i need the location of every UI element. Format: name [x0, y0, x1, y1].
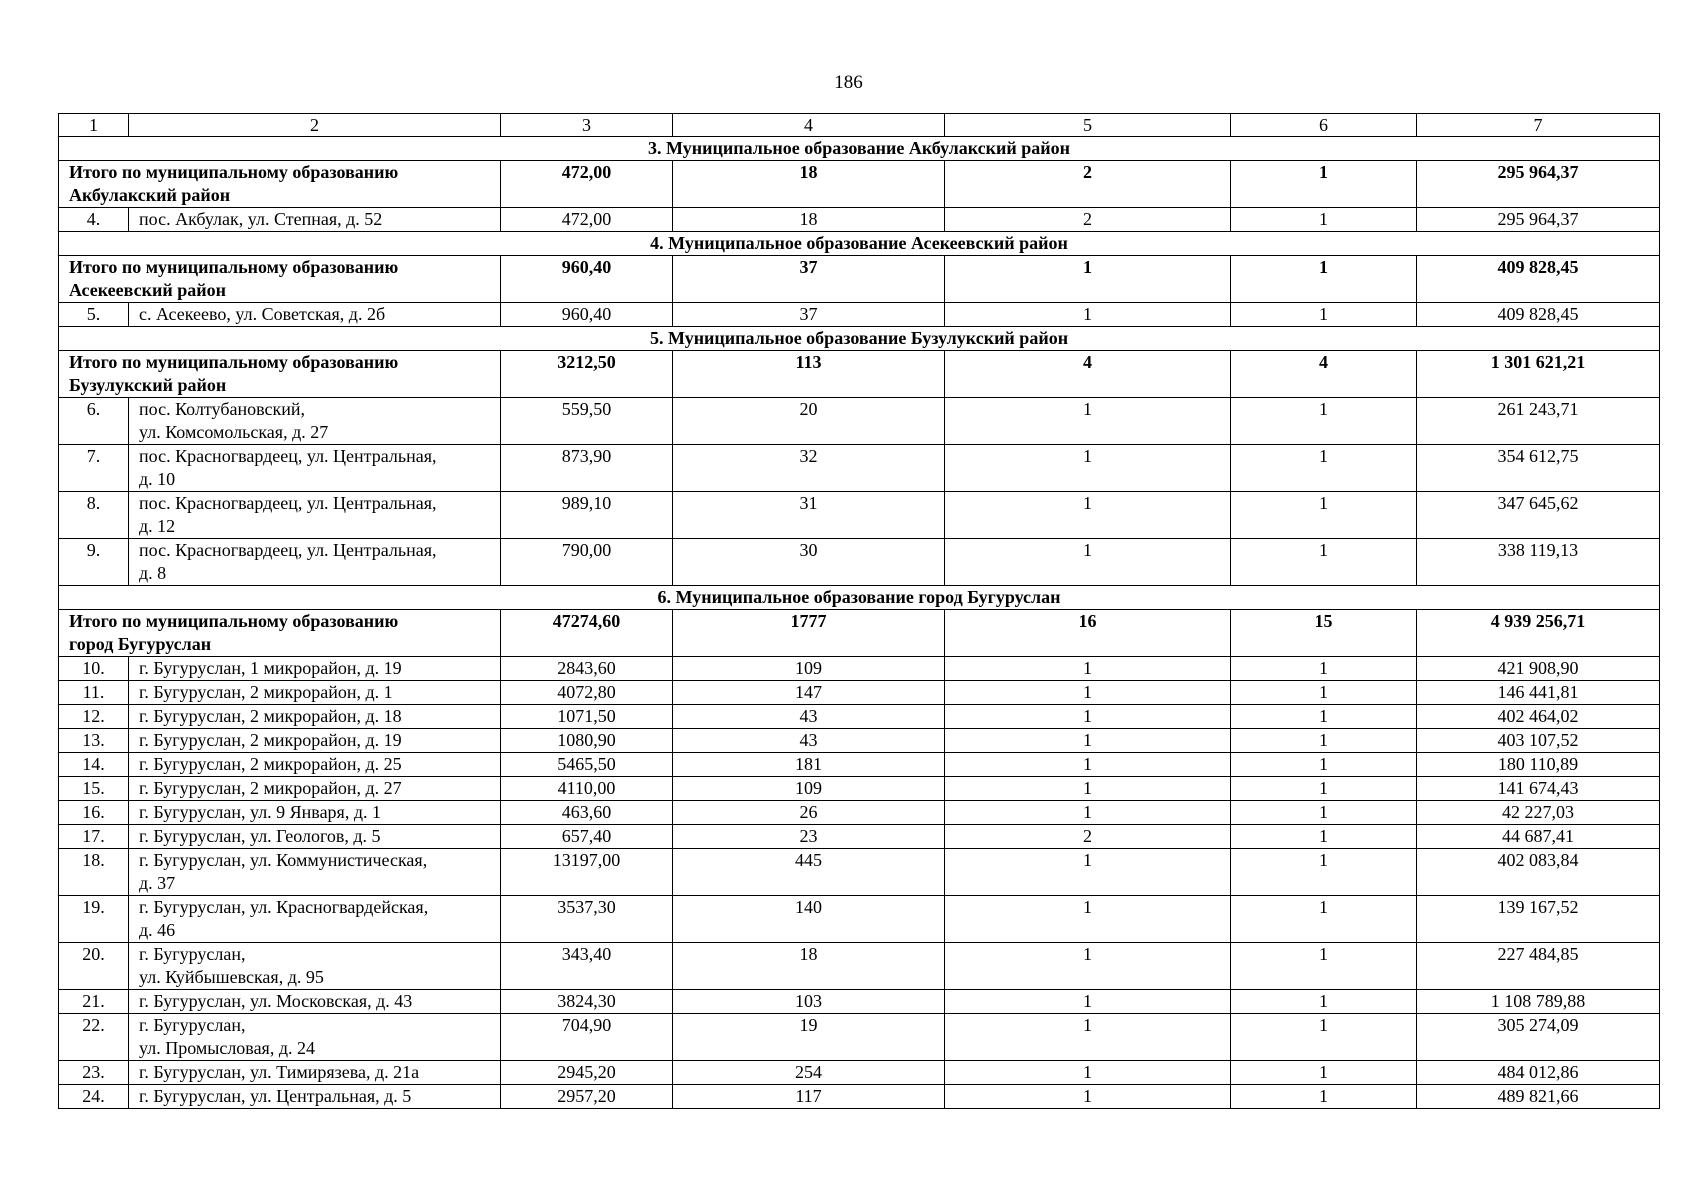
section-header-row — [59, 232, 1660, 256]
address-line: д. 12 — [139, 516, 176, 536]
address-line: д. 46 — [139, 920, 176, 940]
row-number: 24. — [59, 1085, 129, 1109]
row-c3: 559,50 — [501, 398, 673, 445]
row-c3: 13197,00 — [501, 849, 673, 896]
total-c3: 472,00 — [501, 161, 673, 208]
row-c3: 1080,90 — [501, 729, 673, 753]
section-title: 3. Муниципальное образование Акбулакский район — [59, 137, 1660, 161]
section-title: 5. Муниципальное образование Бузулукский район — [59, 327, 1660, 351]
row-c4: 254 — [673, 1061, 945, 1085]
row-number: 6. — [59, 398, 129, 445]
total-label-line: Итого по муниципальному образованию — [69, 611, 399, 631]
total-c6: 1 — [1231, 161, 1417, 208]
address-line: г. Бугуруслан, — [139, 944, 246, 964]
address-line: г. Бугуруслан, ул. 9 Января, д. 1 — [139, 802, 381, 822]
row-address — [129, 681, 501, 705]
row-number: 23. — [59, 1061, 129, 1085]
address-line: г. Бугуруслан, 2 микрорайон, д. 27 — [139, 778, 402, 798]
row-address — [129, 825, 501, 849]
section-header-row — [59, 327, 1660, 351]
row-c5: 1 — [945, 398, 1231, 445]
row-c6: 1 — [1231, 896, 1417, 943]
row-address — [129, 398, 501, 445]
row-c6: 1 — [1231, 657, 1417, 681]
row-c4: 181 — [673, 753, 945, 777]
row-c5: 1 — [945, 1085, 1231, 1109]
row-c3: 4110,00 — [501, 777, 673, 801]
table-row — [59, 896, 1660, 943]
row-number: 22. — [59, 1014, 129, 1061]
address-line: г. Бугуруслан, 2 микрорайон, д. 1 — [139, 682, 393, 702]
row-c5: 1 — [945, 539, 1231, 586]
row-c7: 146 441,81 — [1417, 681, 1660, 705]
total-label-line: Асекеевский район — [69, 280, 226, 300]
row-c4: 103 — [673, 990, 945, 1014]
row-c6: 1 — [1231, 1085, 1417, 1109]
row-c5: 1 — [945, 657, 1231, 681]
section-title: 4. Муниципальное образование Асекеевский район — [59, 232, 1660, 256]
section-total-row — [59, 610, 1660, 657]
housing-register-table — [58, 113, 1660, 1109]
row-c7: 402 083,84 — [1417, 849, 1660, 896]
row-number: 18. — [59, 849, 129, 896]
total-c7: 409 828,45 — [1417, 256, 1660, 303]
row-address — [129, 303, 501, 327]
table-row — [59, 208, 1660, 232]
row-c3: 2945,20 — [501, 1061, 673, 1085]
table-row — [59, 539, 1660, 586]
row-c6: 1 — [1231, 445, 1417, 492]
row-c6: 1 — [1231, 1014, 1417, 1061]
address-line: пос. Красногвардеец, ул. Центральная, — [139, 493, 437, 513]
row-c4: 19 — [673, 1014, 945, 1061]
row-c6: 1 — [1231, 729, 1417, 753]
address-line: пос. Красногвардеец, ул. Центральная, — [139, 446, 437, 466]
table-row — [59, 943, 1660, 990]
row-c5: 1 — [945, 1061, 1231, 1085]
section-header-row — [59, 586, 1660, 610]
row-c6: 1 — [1231, 398, 1417, 445]
total-c7: 295 964,37 — [1417, 161, 1660, 208]
address-line: г. Бугуруслан, ул. Московская, д. 43 — [139, 991, 413, 1011]
column-number-row — [59, 114, 1660, 137]
row-c5: 1 — [945, 492, 1231, 539]
table-row — [59, 801, 1660, 825]
row-address — [129, 849, 501, 896]
row-c6: 1 — [1231, 492, 1417, 539]
row-address — [129, 729, 501, 753]
row-c6: 1 — [1231, 943, 1417, 990]
address-line: г. Бугуруслан, ул. Тимирязева, д. 21а — [139, 1062, 420, 1082]
total-label-line: Итого по муниципальному образованию — [69, 257, 399, 277]
row-c5: 1 — [945, 801, 1231, 825]
page-number: 186 — [834, 72, 863, 93]
row-address — [129, 801, 501, 825]
address-line: д. 8 — [139, 563, 167, 583]
row-c6: 1 — [1231, 825, 1417, 849]
row-number: 8. — [59, 492, 129, 539]
table-row — [59, 729, 1660, 753]
row-c3: 2843,60 — [501, 657, 673, 681]
address-line: пос. Красногвардеец, ул. Центральная, — [139, 540, 437, 560]
row-c3: 472,00 — [501, 208, 673, 232]
row-c3: 5465,50 — [501, 753, 673, 777]
table-row — [59, 657, 1660, 681]
row-c6: 1 — [1231, 303, 1417, 327]
row-c3: 704,90 — [501, 1014, 673, 1061]
row-c4: 30 — [673, 539, 945, 586]
row-c3: 343,40 — [501, 943, 673, 990]
row-number: 5. — [59, 303, 129, 327]
address-line: г. Бугуруслан, 2 микрорайон, д. 18 — [139, 706, 402, 726]
row-c7: 42 227,03 — [1417, 801, 1660, 825]
row-c7: 139 167,52 — [1417, 896, 1660, 943]
row-c3: 657,40 — [501, 825, 673, 849]
column-number: 5 — [945, 114, 1231, 137]
row-c5: 1 — [945, 681, 1231, 705]
row-number: 20. — [59, 943, 129, 990]
row-c7: 227 484,85 — [1417, 943, 1660, 990]
row-c7: 409 828,45 — [1417, 303, 1660, 327]
section-total-row — [59, 161, 1660, 208]
row-c6: 1 — [1231, 990, 1417, 1014]
row-c7: 484 012,86 — [1417, 1061, 1660, 1085]
address-line: г. Бугуруслан, ул. Красногвардейская, — [139, 897, 429, 917]
row-c7: 141 674,43 — [1417, 777, 1660, 801]
total-c7: 4 939 256,71 — [1417, 610, 1660, 657]
address-line: г. Бугуруслан, 2 микрорайон, д. 25 — [139, 754, 402, 774]
row-c3: 463,60 — [501, 801, 673, 825]
address-line: г. Бугуруслан, ул. Центральная, д. 5 — [139, 1086, 412, 1106]
row-address — [129, 1061, 501, 1085]
address-line: г. Бугуруслан, ул. Коммунистическая, — [139, 850, 428, 870]
row-c5: 1 — [945, 729, 1231, 753]
column-number: 7 — [1417, 114, 1660, 137]
address-line: г. Бугуруслан, ул. Геологов, д. 5 — [139, 826, 381, 846]
row-address — [129, 492, 501, 539]
total-label-line: город Бугуруслан — [69, 634, 212, 654]
total-c3: 960,40 — [501, 256, 673, 303]
row-number: 16. — [59, 801, 129, 825]
total-c7: 1 301 621,21 — [1417, 351, 1660, 398]
row-address — [129, 208, 501, 232]
table-row — [59, 492, 1660, 539]
row-c6: 1 — [1231, 705, 1417, 729]
row-c3: 873,90 — [501, 445, 673, 492]
row-c5: 1 — [945, 753, 1231, 777]
total-label — [59, 610, 501, 657]
table-row — [59, 1014, 1660, 1061]
row-address — [129, 990, 501, 1014]
table-row — [59, 849, 1660, 896]
table-row — [59, 681, 1660, 705]
row-c5: 1 — [945, 303, 1231, 327]
total-label-line: Итого по муниципальному образованию — [69, 162, 399, 182]
total-label-line: Итого по муниципальному образованию — [69, 352, 399, 372]
table-row — [59, 825, 1660, 849]
section-total-row — [59, 351, 1660, 398]
row-c3: 4072,80 — [501, 681, 673, 705]
total-c5: 2 — [945, 161, 1231, 208]
total-c6: 15 — [1231, 610, 1417, 657]
table-row — [59, 1061, 1660, 1085]
total-label-line: Акбулакский район — [69, 185, 231, 205]
section-total-row — [59, 256, 1660, 303]
address-line: пос. Колтубановский, — [139, 399, 305, 419]
row-c7: 1 108 789,88 — [1417, 990, 1660, 1014]
row-number: 9. — [59, 539, 129, 586]
row-c5: 1 — [945, 943, 1231, 990]
table-row — [59, 398, 1660, 445]
column-number: 1 — [59, 114, 129, 137]
row-c5: 1 — [945, 990, 1231, 1014]
total-label — [59, 351, 501, 398]
total-c3: 47274,60 — [501, 610, 673, 657]
row-c7: 338 119,13 — [1417, 539, 1660, 586]
row-c4: 31 — [673, 492, 945, 539]
row-c7: 295 964,37 — [1417, 208, 1660, 232]
row-address — [129, 943, 501, 990]
table-row — [59, 445, 1660, 492]
total-c5: 16 — [945, 610, 1231, 657]
row-address — [129, 657, 501, 681]
row-c3: 960,40 — [501, 303, 673, 327]
row-number: 14. — [59, 753, 129, 777]
row-c5: 1 — [945, 705, 1231, 729]
row-c4: 43 — [673, 729, 945, 753]
row-c5: 1 — [945, 896, 1231, 943]
table-row — [59, 777, 1660, 801]
row-number: 19. — [59, 896, 129, 943]
row-number: 4. — [59, 208, 129, 232]
row-address — [129, 896, 501, 943]
row-address — [129, 539, 501, 586]
address-line: с. Асекеево, ул. Советская, д. 2б — [139, 304, 386, 324]
row-c4: 37 — [673, 303, 945, 327]
row-c6: 1 — [1231, 801, 1417, 825]
row-c4: 26 — [673, 801, 945, 825]
total-c4: 18 — [673, 161, 945, 208]
row-c7: 180 110,89 — [1417, 753, 1660, 777]
row-c7: 402 464,02 — [1417, 705, 1660, 729]
row-c6: 1 — [1231, 681, 1417, 705]
row-c3: 3824,30 — [501, 990, 673, 1014]
row-c6: 1 — [1231, 539, 1417, 586]
row-c4: 147 — [673, 681, 945, 705]
total-label-line: Бузулукский район — [69, 375, 227, 395]
table-row — [59, 990, 1660, 1014]
row-c3: 1071,50 — [501, 705, 673, 729]
row-c5: 1 — [945, 1014, 1231, 1061]
row-number: 12. — [59, 705, 129, 729]
address-line: г. Бугуруслан, 1 микрорайон, д. 19 — [139, 658, 402, 678]
row-c4: 43 — [673, 705, 945, 729]
table-row — [59, 753, 1660, 777]
row-c4: 18 — [673, 208, 945, 232]
row-number: 15. — [59, 777, 129, 801]
row-c3: 3537,30 — [501, 896, 673, 943]
row-c5: 2 — [945, 208, 1231, 232]
row-c6: 1 — [1231, 777, 1417, 801]
row-c4: 32 — [673, 445, 945, 492]
row-c3: 2957,20 — [501, 1085, 673, 1109]
table-row — [59, 705, 1660, 729]
column-number: 2 — [129, 114, 501, 137]
column-number: 3 — [501, 114, 673, 137]
address-line: г. Бугуруслан, 2 микрорайон, д. 19 — [139, 730, 402, 750]
column-number: 6 — [1231, 114, 1417, 137]
row-c7: 44 687,41 — [1417, 825, 1660, 849]
row-c7: 261 243,71 — [1417, 398, 1660, 445]
row-address — [129, 1014, 501, 1061]
row-c6: 1 — [1231, 753, 1417, 777]
row-number: 11. — [59, 681, 129, 705]
column-number: 4 — [673, 114, 945, 137]
row-c3: 790,00 — [501, 539, 673, 586]
row-address — [129, 1085, 501, 1109]
row-number: 21. — [59, 990, 129, 1014]
address-line: д. 37 — [139, 873, 176, 893]
section-title: 6. Муниципальное образование город Бугуруслан — [59, 586, 1660, 610]
table-row — [59, 303, 1660, 327]
row-c5: 1 — [945, 849, 1231, 896]
row-c4: 18 — [673, 943, 945, 990]
total-c4: 113 — [673, 351, 945, 398]
row-c4: 20 — [673, 398, 945, 445]
address-line: г. Бугуруслан, — [139, 1015, 246, 1035]
row-number: 10. — [59, 657, 129, 681]
row-c6: 1 — [1231, 849, 1417, 896]
row-c6: 1 — [1231, 1061, 1417, 1085]
row-c4: 109 — [673, 777, 945, 801]
total-c6: 4 — [1231, 351, 1417, 398]
row-number: 17. — [59, 825, 129, 849]
row-c5: 1 — [945, 777, 1231, 801]
total-c4: 37 — [673, 256, 945, 303]
section-header-row — [59, 137, 1660, 161]
row-c4: 23 — [673, 825, 945, 849]
row-address — [129, 753, 501, 777]
total-c3: 3212,50 — [501, 351, 673, 398]
row-c7: 354 612,75 — [1417, 445, 1660, 492]
row-c4: 117 — [673, 1085, 945, 1109]
total-label — [59, 256, 501, 303]
address-line: д. 10 — [139, 469, 176, 489]
row-c3: 989,10 — [501, 492, 673, 539]
row-c4: 140 — [673, 896, 945, 943]
total-label — [59, 161, 501, 208]
row-address — [129, 705, 501, 729]
row-c7: 347 645,62 — [1417, 492, 1660, 539]
row-c5: 2 — [945, 825, 1231, 849]
row-address — [129, 777, 501, 801]
row-c5: 1 — [945, 445, 1231, 492]
table-body — [59, 114, 1660, 1109]
address-line: пос. Акбулак, ул. Степная, д. 52 — [139, 209, 383, 229]
table-row — [59, 1085, 1660, 1109]
row-c7: 305 274,09 — [1417, 1014, 1660, 1061]
total-c4: 1777 — [673, 610, 945, 657]
row-c4: 445 — [673, 849, 945, 896]
row-number: 13. — [59, 729, 129, 753]
row-c4: 109 — [673, 657, 945, 681]
total-c5: 4 — [945, 351, 1231, 398]
total-c5: 1 — [945, 256, 1231, 303]
address-line: ул. Куйбышевская, д. 95 — [139, 967, 324, 987]
address-line: ул. Комсомольская, д. 27 — [139, 422, 329, 442]
row-address — [129, 445, 501, 492]
row-number: 7. — [59, 445, 129, 492]
row-c6: 1 — [1231, 208, 1417, 232]
total-c6: 1 — [1231, 256, 1417, 303]
row-c7: 403 107,52 — [1417, 729, 1660, 753]
address-line: ул. Промысловая, д. 24 — [139, 1038, 315, 1058]
row-c7: 421 908,90 — [1417, 657, 1660, 681]
row-c7: 489 821,66 — [1417, 1085, 1660, 1109]
